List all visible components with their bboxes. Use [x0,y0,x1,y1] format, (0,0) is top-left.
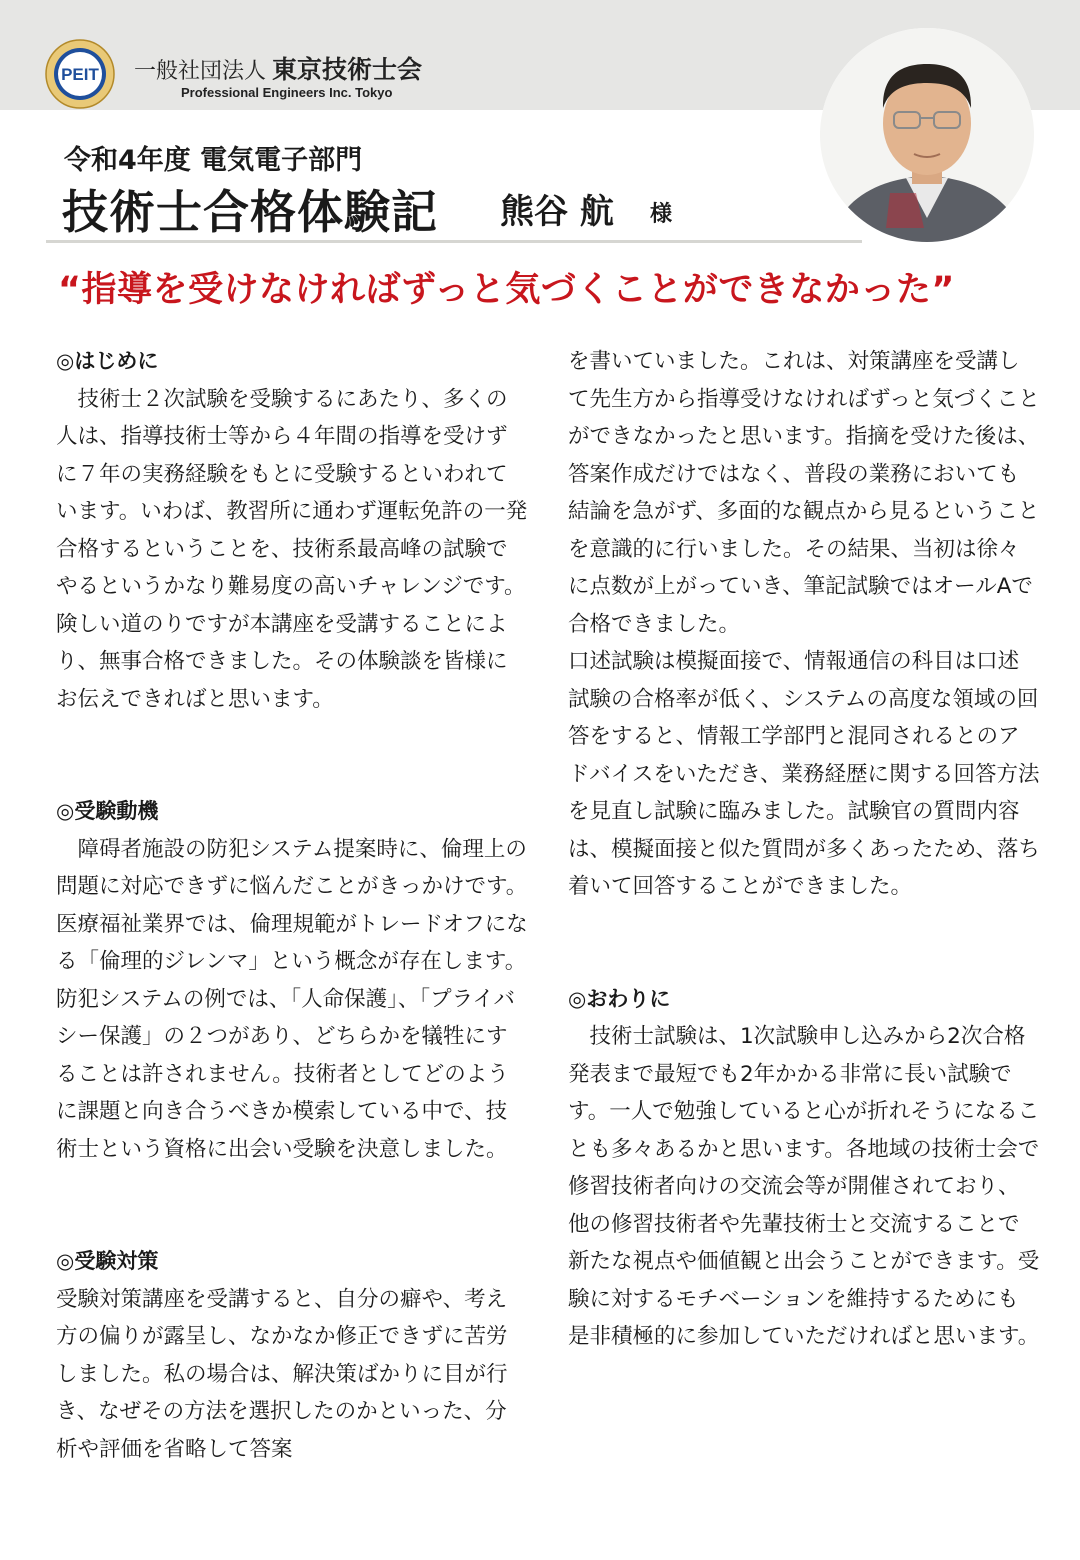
section-body-measures-part2: を書いていました。これは、対策講座を受講して先生方から指導受けなければずっと気づくことができなかったと思います。指摘を受けた後は、答案作成だけではなく、普段の業務においても結論を急がず、多面的な観点から見るということを意識的に行いました。その結果、当初は徐々に点数が上がっていき、筆記試験ではオールAで合格できました。 [568,349,1040,637]
org-prefix: 一般社団法人 [134,59,267,84]
article-title: 技術士合格体験記 [62,185,438,239]
author-honorific: 様 [650,202,673,227]
organization-name [134,50,422,86]
section-body-motive: 障碍者施設の防犯システム提案時に、倫理上の問題に対応できずに悩んだことがきっかけです。医療福祉業界では、倫理規範がトレードオフになる「倫理的ジレンマ」という概念が存在します。防犯システムの例では、「人命保護」、「プライバシー保護」の２つがあり、どちらかを犠牲にすることは許されません。技術者としてどのように課題と向き合うべきか模索している中で、技術士という資格に出会い受験を決意しました。 [56,836,528,1162]
author-name: 熊谷 航 [500,192,614,232]
section-body-oral-exam: 口述試験は模擬面接で、情報通信の科目は口述試験の合格率が低く、システムの高度な領域の回答をすると、情報工学部門と混同されるとのアドバイスをいただき、業務経歴に関する回答方法を見直し試験に臨みました。試験官の質問内容は、模擬面接と似た質問が多くあったため、落ち着いて回答することができました。 [568,649,1040,899]
right-column [568,343,1040,1356]
headline-quote: “指導を受けなければずっと気づくことができなかった” [58,270,955,310]
logo-text: PEIT [61,65,99,84]
organization-english-name: Professional Engineers Inc. Tokyo [181,85,393,100]
title-divider [46,240,862,243]
section-body-closing: 技術士試験は、1次試験申し込みから2次合格発表まで最短でも2年かかる非常に長い試験です。一人で勉強していると心が折れそうになることも多々あるかと思います。各地域の技術士会で修習技術者向けの交流会等が開催されており、他の修習技術者や先輩技術士と交流することで新たな視点や価値観と出会うことができます。受験に対するモチベーションを維持するためにも是非積極的に参加していただければと思います。 [568,1024,1040,1349]
left-column [56,343,528,1468]
peit-logo [44,38,116,110]
section-body-intro: 技術士２次試験を受験するにあたり、多くの人は、指導技術士等から４年間の指導を受けずに７年の実務経験をもとに受験するといわれています。いわば、教習所に通わず運転免許の一発合格するということを、技術系最高峰の試験でやるというかなり難易度の高いチャレンジです。険しい道のりですが本講座を受講することにより、無事合格できました。その体験談を皆様にお伝えできればと思います。 [56,386,528,712]
section-heading-intro: ◎はじめに [56,349,159,373]
section-heading-motive: ◎受験動機 [56,799,159,823]
org-name: 東京技術士会 [272,55,423,84]
section-body-measures-part1: 受験対策講座を受講すると、自分の癖や、考え方の偏りが露呈し、なかなか修正できずに苦労しました。私の場合は、解決策ばかりに目が行き、なぜその方法を選択したのかといった、分析や評価を省略して答案 [56,1286,508,1462]
section-heading-measures: ◎受験対策 [56,1249,159,1273]
section-heading-closing: ◎おわりに [568,986,671,1011]
author-photo [820,28,1034,242]
article-subtitle: 令和4年度 電気電子部門 [64,145,363,176]
